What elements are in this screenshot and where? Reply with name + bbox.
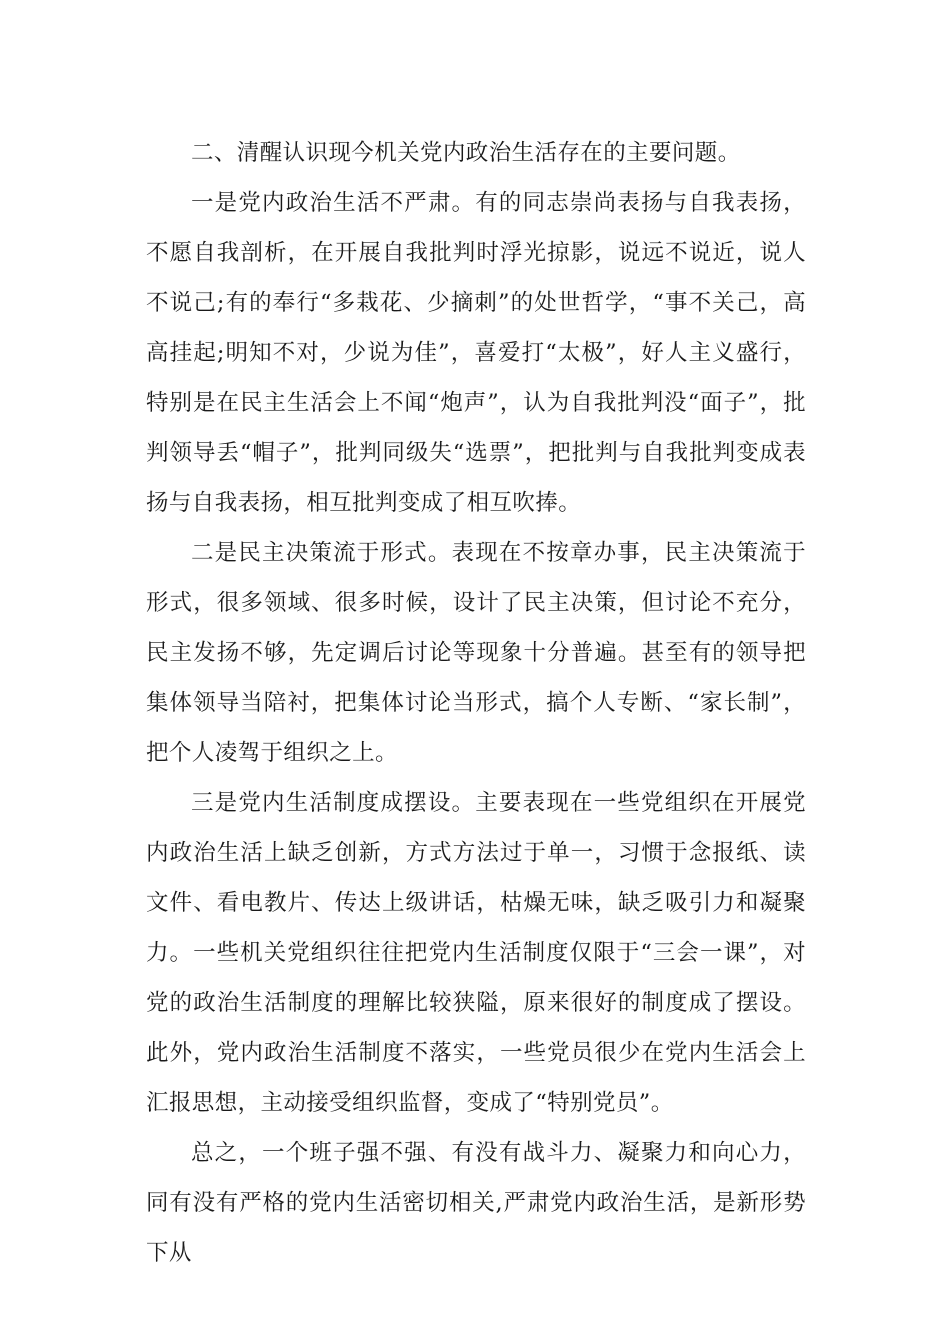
paragraph-one: 一是党内政治生活不严肃。有的同志崇尚表扬与自我表扬，不愿自我剖析，在开展自我批判时浮光掠影，说远不说近，说人不说己;有的奉行“多栽花、少摘刺”的处世哲学，“事不关己，高高挂起;明知不对，少说为佳”，喜爱打“太极”，好人主义盛行，特别是在民主生活会上不闻“炮声”，认为自我批判没“面子”，批判领导丢“帽子”，批判同级失“选票”，把批判与自我批判变成表扬与自我表扬，相互批判变成了相互吹捧。	[146, 190, 806, 516]
paragraph-summary: 总之，一个班子强不强、有没有战斗力、凝聚力和向心力，同有没有严格的党内生活密切相关,严肃党内政治生活，是新形势下从	[146, 1140, 806, 1266]
heading-paragraph: 二、清醒认识现今机关党内政治生活存在的主要问题。	[191, 140, 741, 166]
document-body	[146, 128, 806, 1278]
paragraph-two: 二是民主决策流于形式。表现在不按章办事，民主决策流于形式，很多领域、很多时候，设计了民主决策，但讨论不充分，民主发扬不够，先定调后讨论等现象十分普遍。甚至有的领导把集体领导当陪衬，把集体讨论当形式，搞个人专断、“家长制”，把个人凌驾于组织之上。	[146, 540, 806, 766]
paragraph-three: 三是党内生活制度成摆设。主要表现在一些党组织在开展党内政治生活上缺乏创新，方式方法过于单一，习惯于念报纸、读文件、看电教片、传达上级讲话，枯燥无味，缺乏吸引力和凝聚力。一些机关党组织往往把党内生活制度仅限于“三会一课”，对党的政治生活制度的理解比较狭隘，原来很好的制度成了摆设。此外，党内政治生活制度不落实，一些党员很少在党内生活会上汇报思想，主动接受组织监督，变成了“特别党员”。	[146, 790, 806, 1116]
